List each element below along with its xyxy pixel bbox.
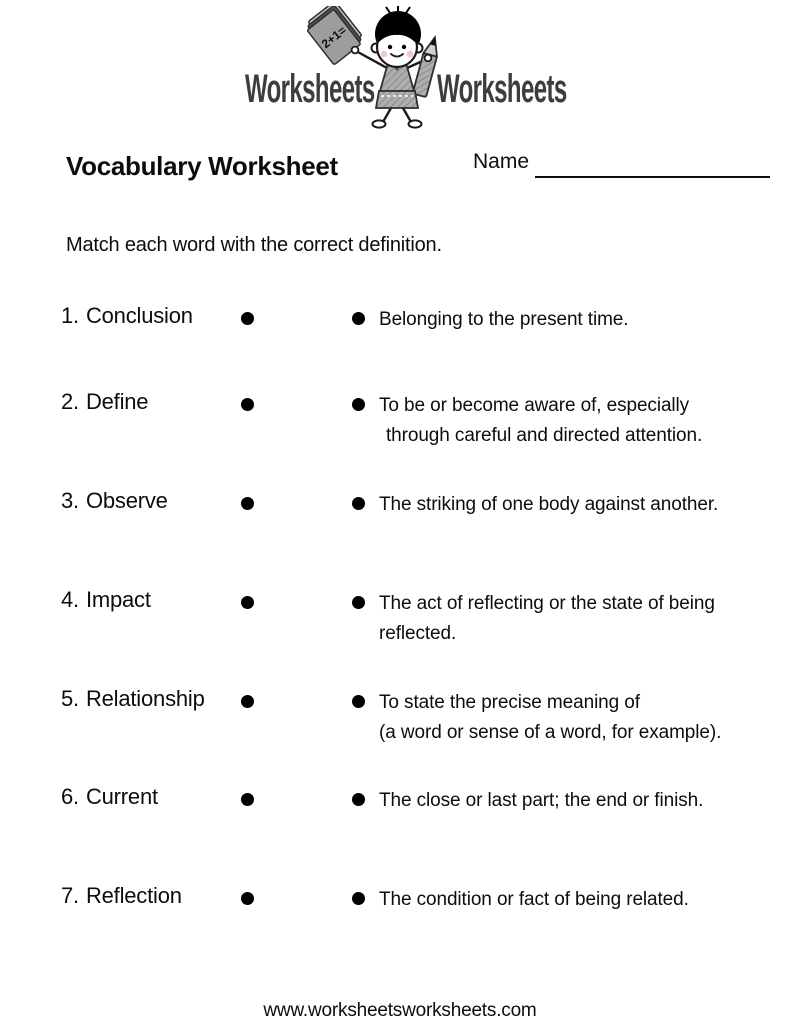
footer-url: www.worksheetsworksheets.com xyxy=(263,1000,537,1021)
match-row xyxy=(0,784,800,850)
definition-line1: The striking of one body against another. xyxy=(379,494,719,515)
mascot-hand-left xyxy=(352,47,359,54)
match-row xyxy=(0,883,800,949)
match-row xyxy=(0,488,800,554)
word-bullet[interactable] xyxy=(241,793,254,806)
match-row xyxy=(0,587,800,653)
word-label xyxy=(61,488,168,514)
word-label xyxy=(61,389,148,415)
word-number: 2. xyxy=(61,389,79,414)
definition-line1: To be or become aware of, especially xyxy=(379,395,690,416)
mascot-head xyxy=(372,6,423,67)
definition-text xyxy=(379,589,715,649)
word-label xyxy=(61,587,151,613)
name-label: Name xyxy=(473,150,530,173)
book-equation-text: 2+1= xyxy=(318,23,350,52)
definition-bullet[interactable] xyxy=(352,596,365,609)
definition-text xyxy=(379,885,689,915)
definition-line2: reflected. xyxy=(379,623,457,644)
match-row xyxy=(0,686,800,752)
definition-text xyxy=(379,490,718,520)
definition-line1: The condition or fact of being related. xyxy=(379,889,689,910)
definition-bullet[interactable] xyxy=(352,892,365,905)
name-input-line[interactable] xyxy=(535,154,770,178)
word-bullet[interactable] xyxy=(241,695,254,708)
definition-bullet[interactable] xyxy=(352,312,365,325)
word-number: 6. xyxy=(61,784,79,809)
logo-text-right: Worksheets xyxy=(437,67,567,111)
word-number: 4. xyxy=(61,587,79,612)
word-number: 3. xyxy=(61,488,79,513)
definition-bullet[interactable] xyxy=(352,695,365,708)
definition-text xyxy=(379,391,702,451)
definition-line1: Belonging to the present time. xyxy=(379,309,629,330)
definition-bullet[interactable] xyxy=(352,497,365,510)
word-number: 5. xyxy=(61,686,79,711)
definition-line1: To state the precise meaning of xyxy=(379,692,640,713)
word-text: Reflection xyxy=(85,883,182,908)
word-text: Observe xyxy=(85,488,168,513)
word-text: Relationship xyxy=(85,686,205,711)
logo-mascot-boy xyxy=(300,6,450,130)
word-label xyxy=(61,883,182,909)
word-bullet[interactable] xyxy=(241,497,254,510)
definition-line1: The act of reflecting or the state of being xyxy=(379,593,715,614)
definition-text xyxy=(379,688,721,748)
definition-bullet[interactable] xyxy=(352,398,365,411)
definition-bullet[interactable] xyxy=(352,793,365,806)
definition-line2: (a word or sense of a word, for example). xyxy=(379,722,722,743)
word-text: Conclusion xyxy=(85,303,193,328)
definition-line2: through careful and directed attention. xyxy=(386,425,703,446)
logo-text-left: Worksheets xyxy=(245,67,375,111)
word-bullet[interactable] xyxy=(241,312,254,325)
word-text: Define xyxy=(85,389,149,414)
word-bullet[interactable] xyxy=(241,398,254,411)
definition-text xyxy=(379,305,628,335)
word-number: 7. xyxy=(61,883,79,908)
word-label xyxy=(61,784,158,810)
word-label xyxy=(61,303,193,329)
match-row xyxy=(0,303,800,369)
mascot-legs xyxy=(373,108,422,128)
definition-line1: The close or last part; the end or finish. xyxy=(379,790,704,811)
instructions: Match each word with the correct definition. xyxy=(66,234,442,256)
word-label xyxy=(61,686,205,712)
book-icon xyxy=(303,6,365,65)
mascot-hand-right xyxy=(425,55,432,62)
word-text: Current xyxy=(85,784,158,809)
word-text: Impact xyxy=(85,587,151,612)
match-list xyxy=(0,303,800,963)
definition-text xyxy=(379,786,703,816)
mascot-body xyxy=(376,63,418,108)
word-number: 1. xyxy=(61,303,79,328)
match-row xyxy=(0,389,800,455)
page-title: Vocabulary Worksheet xyxy=(66,151,338,181)
word-bullet[interactable] xyxy=(241,596,254,609)
word-bullet[interactable] xyxy=(241,892,254,905)
